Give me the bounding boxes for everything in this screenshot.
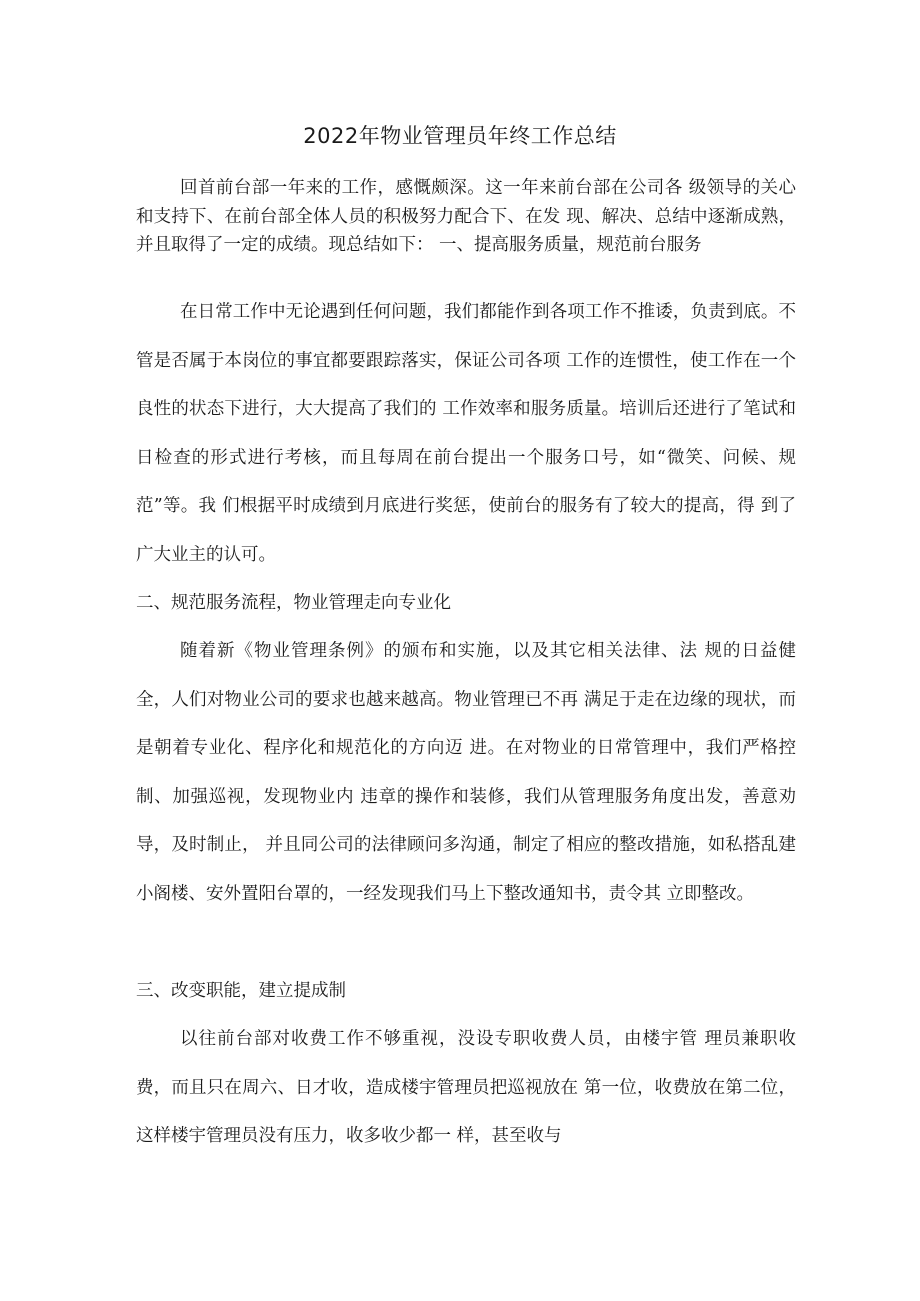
- commission-paragraph: 以往前台部对收费工作不够重视，没设专职收费人员，由楼宇管 理员兼职收费，而且只在周六、日才收，造成楼宇管理员把巡视放在 第一位，收费放在第二位，这样楼宇管理员没有压力，收多收少都一 样，甚至收与: [136, 1029, 796, 1146]
- intro-paragraph: 回首前台部一年来的工作，感慨颇深。这一年来前台部在公司各 级领导的关心和支持下、在前台部全体人员的积极努力配合下、在发 现、解决、总结中逐渐成熟，并且取得了一定的成绩。现总结如下： 一、提高服务质量，规范前台服务: [136, 178, 796, 255]
- professionalization-paragraph: 随着新《物业管理条例》的颁布和实施，以及其它相关法律、法 规的日益健全，人们对物业公司的要求也越来越高。物业管理已不再 满足于走在边缘的现状，而是朝着专业化、程序化和规范化的方向迈 进。在对物业的日常管理中，我们严格控制、加强巡视，发现物业内 违章的操作和装修，我们从管理服务角度出发，善意劝导，及时制止， 并且同公司的法律顾问多沟通，制定了相应的整改措施，如私搭乱建 小阁楼、安外置阳台罩的，一经发现我们马上下整改通知书，责令其 立即整改。: [136, 641, 796, 904]
- document-title: 2022年物业管理员年终工作总结: [303, 124, 617, 148]
- section-heading-3: 三、改变职能，建立提成制: [136, 981, 346, 1001]
- service-quality-paragraph: 在日常工作中无论遇到任何问题，我们都能作到各项工作不推诿，负责到底。不管是否属于本岗位的事宜都要跟踪落实，保证公司各项 工作的连惯性，使工作在一个良性的状态下进行，大大提高了我们的 工作效率和服务质量。培训后还进行了笔试和日检查的形式进行考核，而且每周在前台提出一个服务口号，如“微笑、问候、规范”等。我 们根据平时成绩到月底进行奖惩，使前台的服务有了较大的提高，得 到了广大业主的认可。: [136, 302, 796, 565]
- section-heading-2: 二、规范服务流程，物业管理走向专业化: [136, 593, 451, 613]
